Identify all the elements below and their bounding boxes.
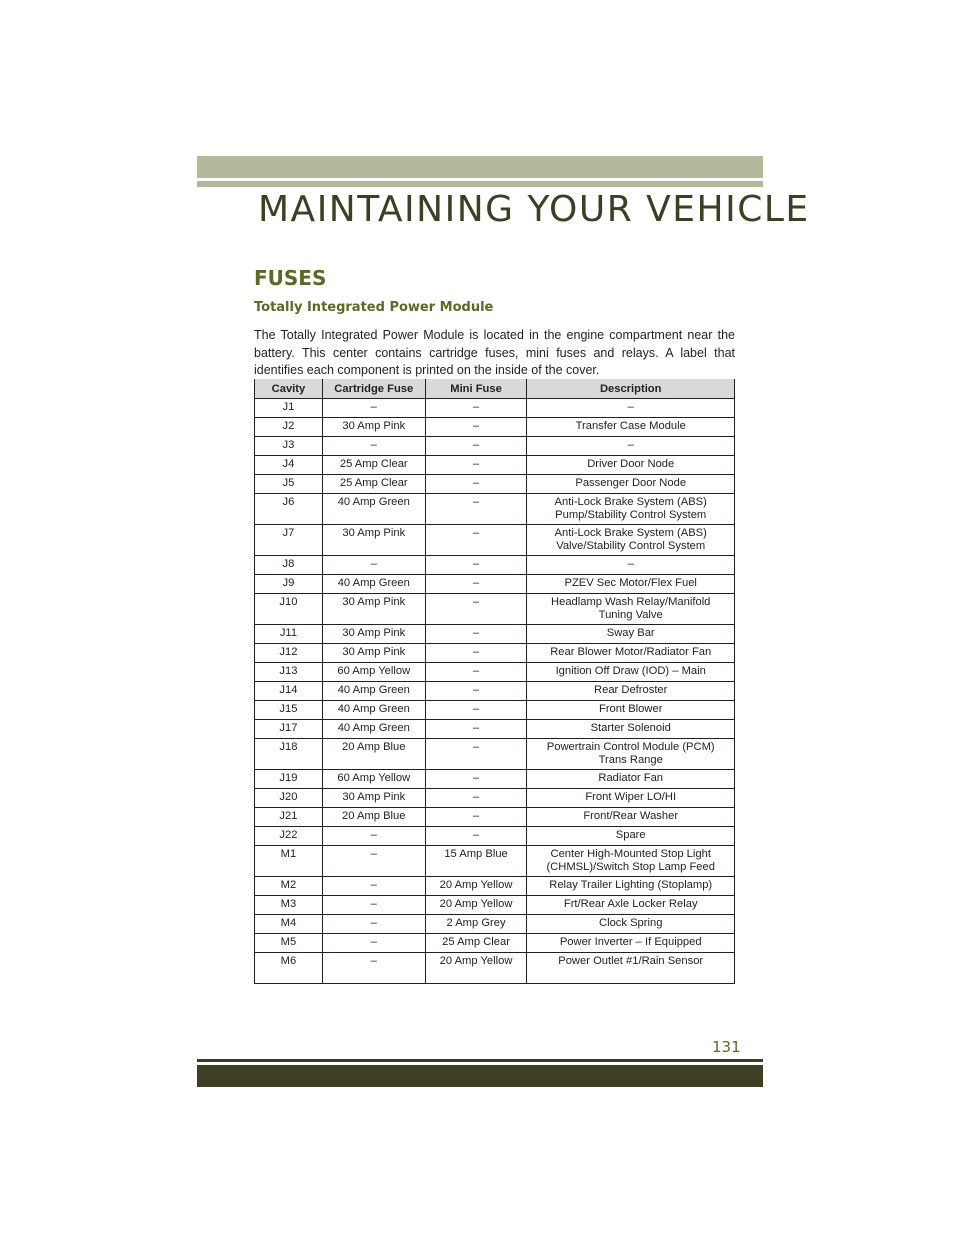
- table-row: [255, 827, 735, 846]
- mini-fuse-cell: –: [425, 525, 527, 556]
- description-cell: [527, 846, 735, 877]
- description-line: Passenger Door Node: [575, 477, 687, 489]
- mini-fuse-cell: –: [425, 556, 527, 575]
- description-line: Clock Spring: [599, 917, 663, 929]
- page-number: 131: [712, 1038, 741, 1056]
- cartridge-fuse-cell: 25 Amp Clear: [322, 456, 425, 475]
- table-row: [255, 556, 735, 575]
- description-line: Rear Defroster: [594, 684, 668, 696]
- description-cell: [527, 770, 735, 789]
- mini-fuse-cell: –: [425, 701, 527, 720]
- cartridge-fuse-cell: –: [322, 877, 425, 896]
- table-row: [255, 846, 735, 877]
- table-row: [255, 739, 735, 770]
- description-line: Power Inverter – If Equipped: [559, 936, 702, 948]
- description-line: –: [627, 439, 634, 451]
- intro-paragraph: The Totally Integrated Power Module is located in the engine compartment near the battery. This center contains cartridge fuses, mini fuses and relays. A label that identifies each component is printed on the inside of the cover.: [254, 328, 735, 377]
- mini-fuse-cell: –: [425, 789, 527, 808]
- cartridge-fuse-cell: 30 Amp Pink: [322, 789, 425, 808]
- table-row: [255, 399, 735, 418]
- description-line: –: [627, 558, 634, 570]
- description-line: Starter Solenoid: [590, 722, 671, 734]
- cavity-cell: J22: [255, 827, 323, 846]
- description-line: Spare: [615, 829, 646, 841]
- mini-fuse-cell: –: [425, 739, 527, 770]
- cartridge-fuse-cell: –: [322, 953, 425, 984]
- description-line: Rear Blower Motor/Radiator Fan: [550, 646, 712, 658]
- mini-fuse-cell: –: [425, 682, 527, 701]
- cartridge-fuse-cell: –: [322, 827, 425, 846]
- table-row: [255, 953, 735, 984]
- table-row: [255, 915, 735, 934]
- description-cell: [527, 808, 735, 827]
- cavity-cell: J12: [255, 644, 323, 663]
- table-row: [255, 934, 735, 953]
- cavity-cell: J15: [255, 701, 323, 720]
- cavity-cell: J11: [255, 625, 323, 644]
- cavity-cell: M1: [255, 846, 323, 877]
- description-line: Relay Trailer Lighting (Stoplamp): [549, 879, 713, 891]
- cartridge-fuse-cell: 40 Amp Green: [322, 682, 425, 701]
- table-row: [255, 594, 735, 625]
- cavity-cell: J8: [255, 556, 323, 575]
- mini-fuse-cell: –: [425, 663, 527, 682]
- mini-fuse-cell: –: [425, 575, 527, 594]
- header-rule: [197, 181, 763, 187]
- cartridge-fuse-cell: 30 Amp Pink: [322, 594, 425, 625]
- mini-fuse-cell: 20 Amp Yellow: [425, 953, 527, 984]
- mini-fuse-cell: –: [425, 494, 527, 525]
- description-line: Front/Rear Washer: [583, 810, 679, 822]
- description-line: Front Wiper LO/HI: [585, 791, 677, 803]
- description-cell: [527, 437, 735, 456]
- header-description: Description: [527, 379, 735, 399]
- cavity-cell: J20: [255, 789, 323, 808]
- table-row: [255, 701, 735, 720]
- cavity-cell: M6: [255, 953, 323, 984]
- cartridge-fuse-cell: 30 Amp Pink: [322, 644, 425, 663]
- description-cell: [527, 625, 735, 644]
- table-row: [255, 575, 735, 594]
- mini-fuse-cell: –: [425, 770, 527, 789]
- cartridge-fuse-cell: 40 Amp Green: [322, 494, 425, 525]
- table-row: [255, 770, 735, 789]
- description-cell: [527, 701, 735, 720]
- mini-fuse-cell: 2 Amp Grey: [425, 915, 527, 934]
- cartridge-fuse-cell: –: [322, 896, 425, 915]
- description-line: Pump/Stability Control System: [555, 509, 707, 521]
- cavity-cell: M5: [255, 934, 323, 953]
- footer-rule: [197, 1059, 763, 1062]
- table-header-row: [255, 379, 735, 399]
- description-line: Powertrain Control Module (PCM): [546, 741, 715, 753]
- cavity-cell: J18: [255, 739, 323, 770]
- cavity-cell: J3: [255, 437, 323, 456]
- mini-fuse-cell: –: [425, 437, 527, 456]
- description-cell: [527, 475, 735, 494]
- description-line: Center High-Mounted Stop Light: [550, 848, 711, 860]
- description-cell: [527, 953, 735, 984]
- table-row: [255, 682, 735, 701]
- description-line: Anti-Lock Brake System (ABS): [554, 496, 707, 508]
- cavity-cell: J21: [255, 808, 323, 827]
- description-line: PZEV Sec Motor/Flex Fuel: [564, 577, 697, 589]
- cartridge-fuse-cell: –: [322, 556, 425, 575]
- description-line: Trans Range: [598, 754, 663, 766]
- mini-fuse-cell: 20 Amp Yellow: [425, 877, 527, 896]
- description-line: Radiator Fan: [598, 772, 664, 784]
- cartridge-fuse-cell: 40 Amp Green: [322, 575, 425, 594]
- description-line: Front Blower: [599, 703, 663, 715]
- cavity-cell: M3: [255, 896, 323, 915]
- table-row: [255, 896, 735, 915]
- table-row: [255, 625, 735, 644]
- description-line: Transfer Case Module: [575, 420, 686, 432]
- cavity-cell: J10: [255, 594, 323, 625]
- mini-fuse-cell: –: [425, 644, 527, 663]
- cartridge-fuse-cell: 30 Amp Pink: [322, 525, 425, 556]
- description-cell: [527, 915, 735, 934]
- footer-band: [197, 1065, 763, 1087]
- cartridge-fuse-cell: –: [322, 437, 425, 456]
- description-line: Tuning Valve: [598, 609, 663, 621]
- table-row: [255, 644, 735, 663]
- description-cell: [527, 556, 735, 575]
- description-cell: [527, 494, 735, 525]
- description-cell: [527, 399, 735, 418]
- table-row: [255, 418, 735, 437]
- cartridge-fuse-cell: 60 Amp Yellow: [322, 770, 425, 789]
- cavity-cell: J13: [255, 663, 323, 682]
- cavity-cell: J5: [255, 475, 323, 494]
- description-line: Sway Bar: [606, 627, 655, 639]
- mini-fuse-cell: 20 Amp Yellow: [425, 896, 527, 915]
- mini-fuse-cell: –: [425, 720, 527, 739]
- header-band: [197, 156, 763, 178]
- mini-fuse-cell: –: [425, 594, 527, 625]
- description-cell: [527, 682, 735, 701]
- cavity-cell: J9: [255, 575, 323, 594]
- table-row: [255, 494, 735, 525]
- description-cell: [527, 525, 735, 556]
- description-line: Ignition Off Draw (IOD) – Main: [555, 665, 706, 677]
- cartridge-fuse-cell: 40 Amp Green: [322, 720, 425, 739]
- cartridge-fuse-cell: 20 Amp Blue: [322, 808, 425, 827]
- table-row: [255, 437, 735, 456]
- cartridge-fuse-cell: –: [322, 915, 425, 934]
- fuse-table-body: [255, 399, 735, 984]
- mini-fuse-cell: –: [425, 475, 527, 494]
- cartridge-fuse-cell: 20 Amp Blue: [322, 739, 425, 770]
- mini-fuse-cell: 25 Amp Clear: [425, 934, 527, 953]
- section-title: FUSES: [254, 266, 327, 290]
- cartridge-fuse-cell: 60 Amp Yellow: [322, 663, 425, 682]
- cartridge-fuse-cell: 40 Amp Green: [322, 701, 425, 720]
- header-mini-fuse: Mini Fuse: [425, 379, 527, 399]
- table-row: [255, 663, 735, 682]
- mini-fuse-cell: 15 Amp Blue: [425, 846, 527, 877]
- mini-fuse-cell: –: [425, 399, 527, 418]
- cartridge-fuse-cell: 30 Amp Pink: [322, 418, 425, 437]
- table-row: [255, 789, 735, 808]
- mini-fuse-cell: –: [425, 418, 527, 437]
- description-cell: [527, 594, 735, 625]
- description-cell: [527, 789, 735, 808]
- mini-fuse-cell: –: [425, 625, 527, 644]
- description-line: Headlamp Wash Relay/Manifold: [551, 596, 711, 608]
- cartridge-fuse-cell: –: [322, 399, 425, 418]
- description-cell: [527, 896, 735, 915]
- cavity-cell: J1: [255, 399, 323, 418]
- cavity-cell: J2: [255, 418, 323, 437]
- description-cell: [527, 663, 735, 682]
- table-row: [255, 475, 735, 494]
- cavity-cell: M4: [255, 915, 323, 934]
- cartridge-fuse-cell: 25 Amp Clear: [322, 475, 425, 494]
- description-cell: [527, 575, 735, 594]
- description-cell: [527, 739, 735, 770]
- description-line: Power Outlet #1/Rain Sensor: [558, 955, 704, 967]
- table-row: [255, 808, 735, 827]
- description-cell: [527, 877, 735, 896]
- cavity-cell: J19: [255, 770, 323, 789]
- description-line: Driver Door Node: [587, 458, 675, 470]
- cavity-cell: J4: [255, 456, 323, 475]
- description-line: Valve/Stability Control System: [556, 540, 706, 552]
- cartridge-fuse-cell: –: [322, 846, 425, 877]
- table-row: [255, 456, 735, 475]
- description-cell: [527, 644, 735, 663]
- description-cell: [527, 827, 735, 846]
- table-row: [255, 720, 735, 739]
- description-cell: [527, 720, 735, 739]
- header-cavity: Cavity: [255, 379, 323, 399]
- cavity-cell: M2: [255, 877, 323, 896]
- description-line: Anti-Lock Brake System (ABS): [554, 527, 707, 539]
- description-line: Frt/Rear Axle Locker Relay: [563, 898, 698, 910]
- description-cell: [527, 418, 735, 437]
- cavity-cell: J6: [255, 494, 323, 525]
- subsection-title: Totally Integrated Power Module: [254, 300, 494, 315]
- cartridge-fuse-cell: –: [322, 934, 425, 953]
- table-row: [255, 877, 735, 896]
- cavity-cell: J14: [255, 682, 323, 701]
- chapter-title: MAINTAINING YOUR VEHICLE: [258, 189, 810, 230]
- cavity-cell: J17: [255, 720, 323, 739]
- description-cell: [527, 456, 735, 475]
- header-cartridge-fuse: Cartridge Fuse: [322, 379, 425, 399]
- mini-fuse-cell: –: [425, 808, 527, 827]
- fuse-table: [254, 379, 735, 984]
- description-line: –: [627, 401, 634, 413]
- mini-fuse-cell: –: [425, 827, 527, 846]
- cavity-cell: J7: [255, 525, 323, 556]
- table-row: [255, 525, 735, 556]
- description-cell: [527, 934, 735, 953]
- mini-fuse-cell: –: [425, 456, 527, 475]
- description-line: (CHMSL)/Switch Stop Lamp Feed: [546, 861, 715, 873]
- cartridge-fuse-cell: 30 Amp Pink: [322, 625, 425, 644]
